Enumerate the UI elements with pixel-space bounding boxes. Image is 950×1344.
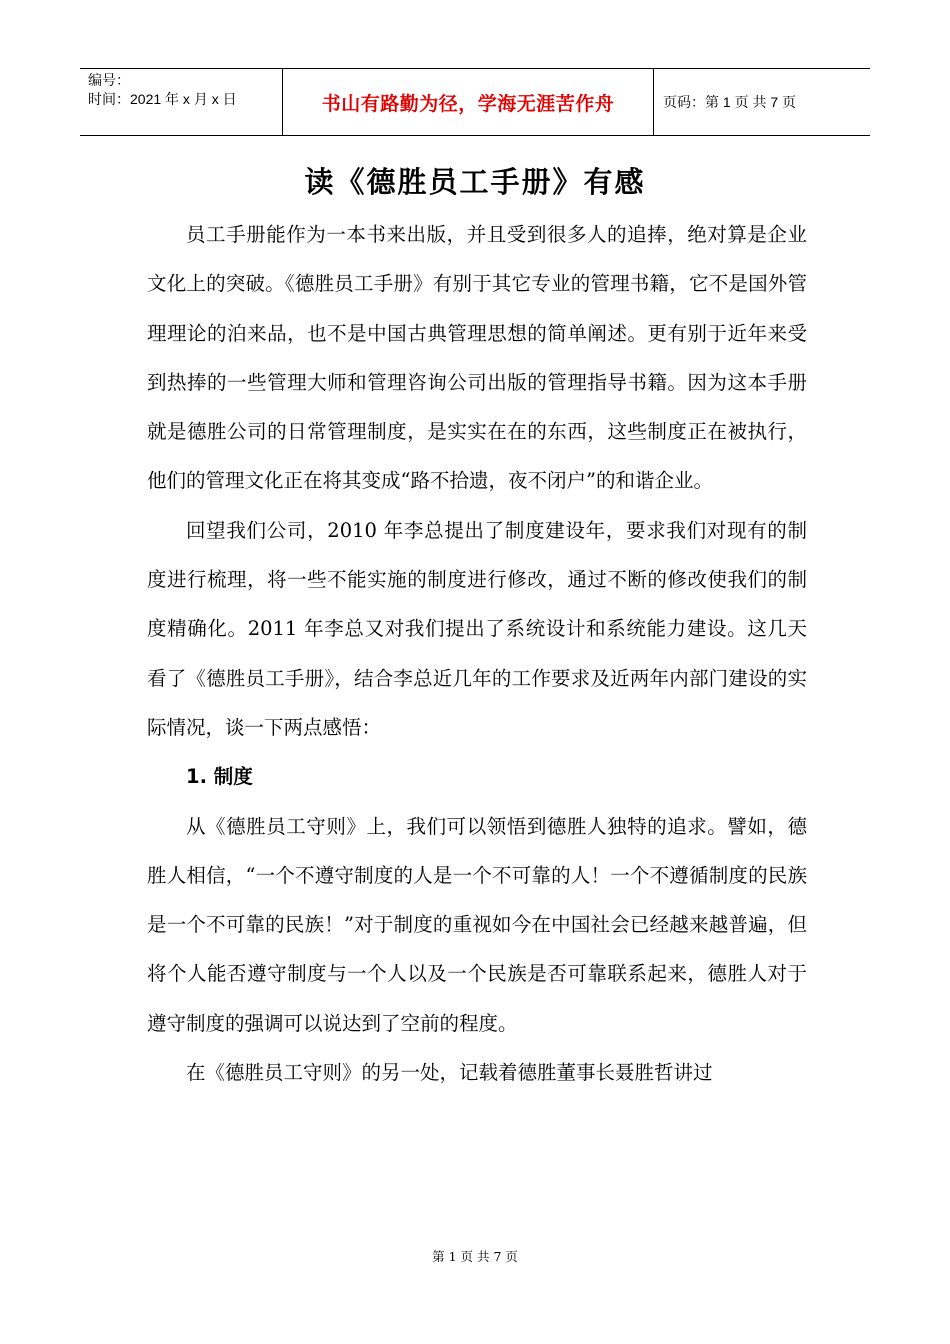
header-motto: 书山有路勤为径，学海无涯苦作舟 — [321, 92, 615, 115]
header-page-code: 页码：第 1 页 共 7 页 — [663, 94, 797, 110]
header-table — [80, 68, 870, 136]
document-title: 读《德胜员工手册》有感 — [304, 165, 646, 199]
document-number-label: 编号： — [88, 72, 130, 88]
body-paragraph: 从《德胜员工守则》上，我们可以领悟到德胜人独特的追求。譬如，德胜人相信，“一个不遵守制度的人是一个不可靠的人！一个不遵循制度的民族是一个不可靠的民族！”对于制度的重视如今在中国社会已经越来越普遍，但将个人能否遵守制度与一个人以及一个民族是否可靠联系起来，德胜人对于遵守制度的强调可以说达到了空前的程度。 — [147, 814, 807, 1035]
body-paragraph: 回望我们公司，2010 年李总提出了制度建设年，要求我们对现有的制度进行梳理，将一些不能实施的制度进行修改，通过不断的修改使我们的制度精确化。2011 年李总又对我们提出了系统设计和系统能力建设。这几天看了《德胜员工手册》，结合李总近几年的工作要求及近两年内部门建设的实际情况，谈一下两点感悟： — [147, 518, 807, 739]
document-body — [147, 210, 807, 1097]
header-left-cell — [80, 69, 282, 135]
document-date-label: 时间：2021 年 x 月 x 日 — [88, 91, 237, 107]
header-page-cell — [654, 69, 870, 135]
body-paragraph: 员工手册能作为一本书来出版，并且受到很多人的追捧，绝对算是企业文化上的突破。《德胜员工手册》有别于其它专业的管理书籍，它不是国外管理理论的泊来品，也不是中国古典管理思想的简单阐述。更有别于近年来受到热捧的一些管理大师和管理咨询公司出版的管理指导书籍。因为这本手册就是德胜公司的日常管理制度，是实实在在的东西，这些制度正在被执行，他们的管理文化正在将其变成“路不拾遗，夜不闭户”的和谐企业。 — [147, 223, 807, 493]
body-paragraph: 在《德胜员工守则》的另一处，记载着德胜董事长聂胜哲讲过 — [186, 1061, 713, 1085]
page-footer: 第 1 页 共 7 页 — [432, 1249, 518, 1264]
header-motto-cell — [282, 69, 654, 135]
section-heading: 1. 制度 — [186, 765, 253, 789]
